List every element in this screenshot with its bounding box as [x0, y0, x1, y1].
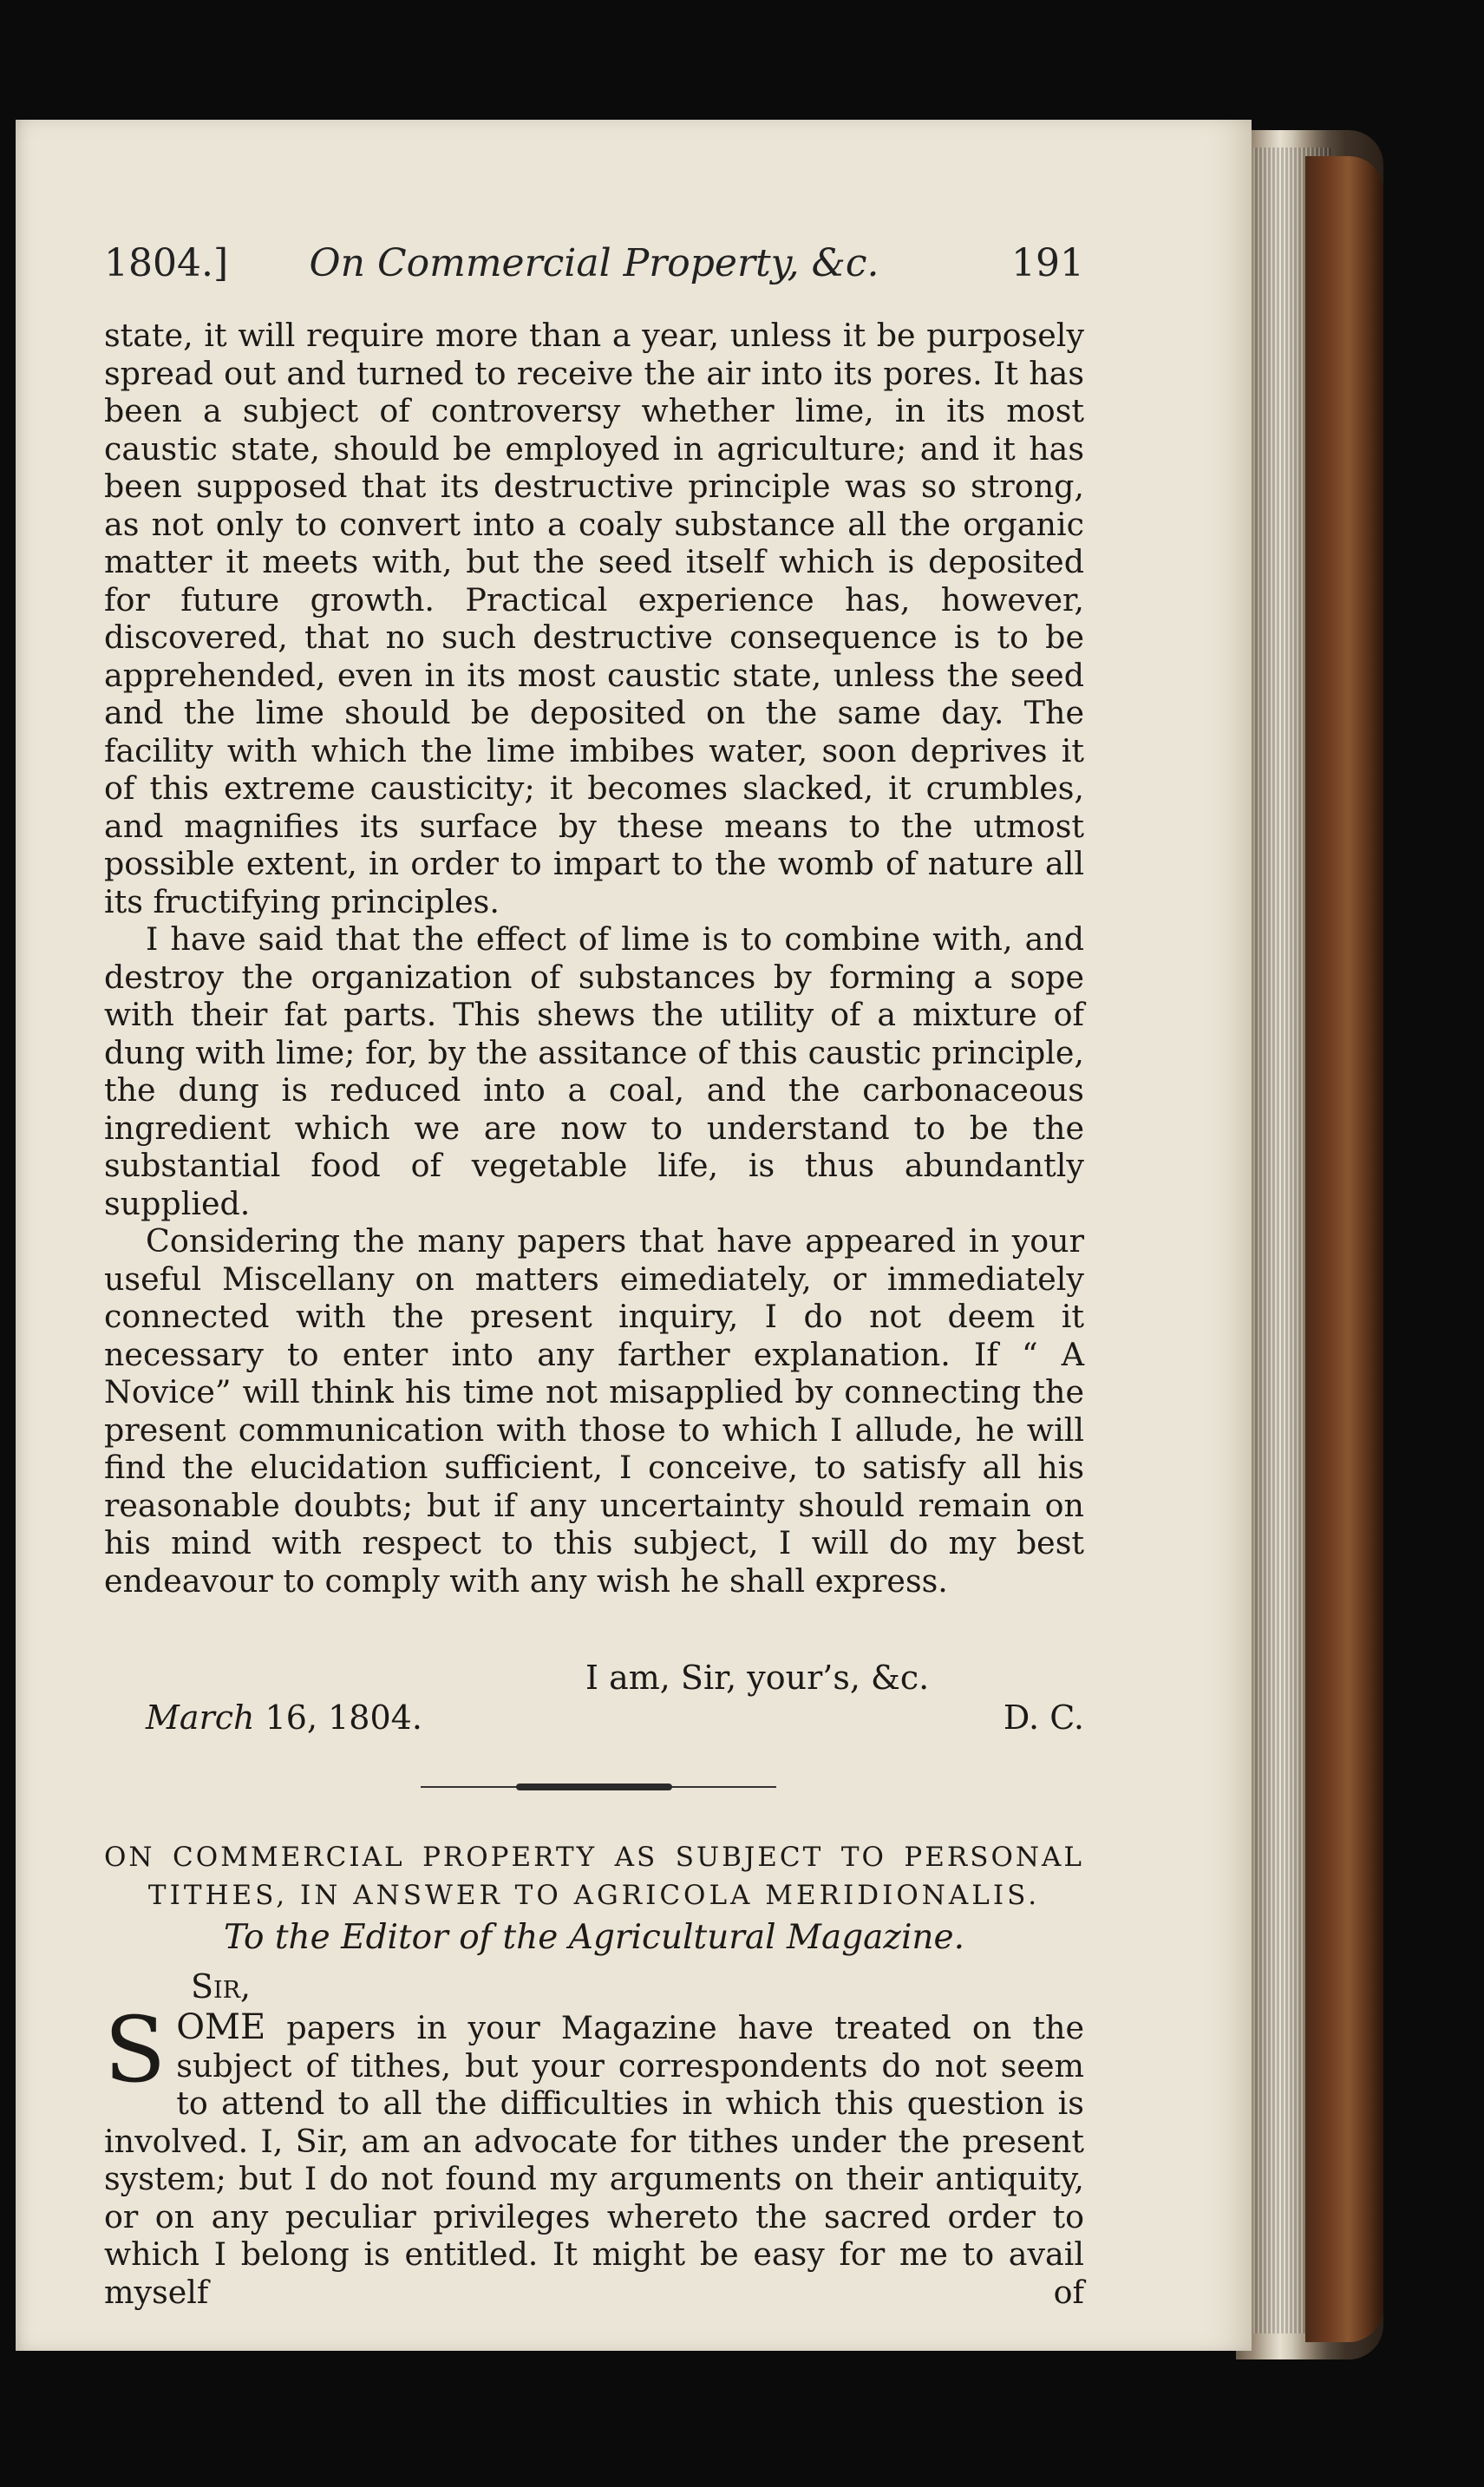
paragraph-1: state, it will require more than a year, unless it be purposely spread out and turned to receive the air into its pores. It has been a subject of controversy whether lime, in its most caustic state, should be employed in agriculture; and it has been supposed that its destructive principle was so strong, as not only to convert into a coaly substance all the organic matter it meets with, but the seed itself which is deposited for future growth. Practical experience has, however, discovered, that no such destructive consequence is to be apprehended, even in its most caustic state, unless the seed and the lime should be deposited on the same day. The facility with which the lime imbibes water, soon deprives it of this extreme causticity; it becomes slacked, it crumbles, and magnifies its surface by these means to the utmost possible extent, in order to impart to the womb of nature all its fructifying principles. — [104, 317, 1084, 920]
running-head-title: On Commercial Property, &c. — [309, 241, 879, 285]
divider-ornament — [516, 1783, 672, 1790]
letter-signoff — [104, 1658, 1084, 1738]
article-title-line-2: TITHES, IN ANSWER TO AGRICOLA MERIDIONALIS. — [147, 1880, 1041, 1911]
paragraph-3: Considering the many papers that have appeared in your useful Miscellany on matters eimediately, or immediately connected with the present inquiry, I do not deem it necessary to enter into any farther explanation. If “ A Novice” will think his time not misapplied by connecting the present communication with those to which I allude, he will find the elucidation sufficient, I conceive, to satisfy all his reasonable doubts; but if any uncertainty should remain on his mind with respect to this subject, I will do my best endeavour to comply with any wish he shall express. — [104, 1222, 1084, 1600]
book-page — [16, 120, 1252, 2351]
first-word-rest: OME — [176, 2007, 266, 2047]
signoff-greeting: I am, Sir, your’s, &c. — [585, 1659, 930, 1697]
salutation: Sir, — [191, 1967, 252, 2006]
article-title-line-1: ON COMMERCIAL PROPERTY AS SUBJECT TO PERSONAL — [104, 1842, 1084, 1873]
article-continuation — [104, 317, 1084, 1600]
article-title — [104, 1838, 1084, 1914]
page-number: 191 — [1011, 241, 1084, 285]
signoff-date-group — [146, 1698, 422, 1738]
signoff-month: March — [146, 1698, 255, 1737]
signoff-dateline — [104, 1698, 1084, 1738]
paragraph-2: I have said that the effect of lime is to combine with, and destroy the organization of substances by forming a sope with their fat parts. This shews the utility of a mixture of dung with lime; for, by the assitance of this caustic principle, the dung is reduced into a coal, and the carbonaceous ingredient which we are now to understand to be the substantial food of vegetable life, is thus abundantly supplied. — [104, 920, 1084, 1222]
letter-text: papers in your Magazine have treated on the subject of tithes, but your correspondents do not seem to attend to all the difficulties in which this question is involved. I, Sir, am an advocate for tithes under the present system; but I do not found my arguments on their antiquity, or on any peculiar privileges whereto the sacred order to which I belong is entitled. It might be easy for me to avail myself of — [104, 2009, 1084, 2311]
book-cover-edge — [1305, 156, 1383, 2342]
section-divider — [421, 1783, 776, 1790]
letter-paragraph — [104, 1997, 1084, 2311]
letter-body — [104, 1997, 1084, 2311]
running-head — [104, 241, 1084, 293]
signoff-initials: D. C. — [1003, 1698, 1084, 1737]
running-head-year: 1804.] — [104, 241, 229, 285]
editor-address: To the Editor of the Agricultural Magazine. — [223, 1918, 965, 1957]
drop-cap: S — [104, 1997, 167, 2103]
signoff-date: 16, 1804. — [265, 1698, 422, 1737]
